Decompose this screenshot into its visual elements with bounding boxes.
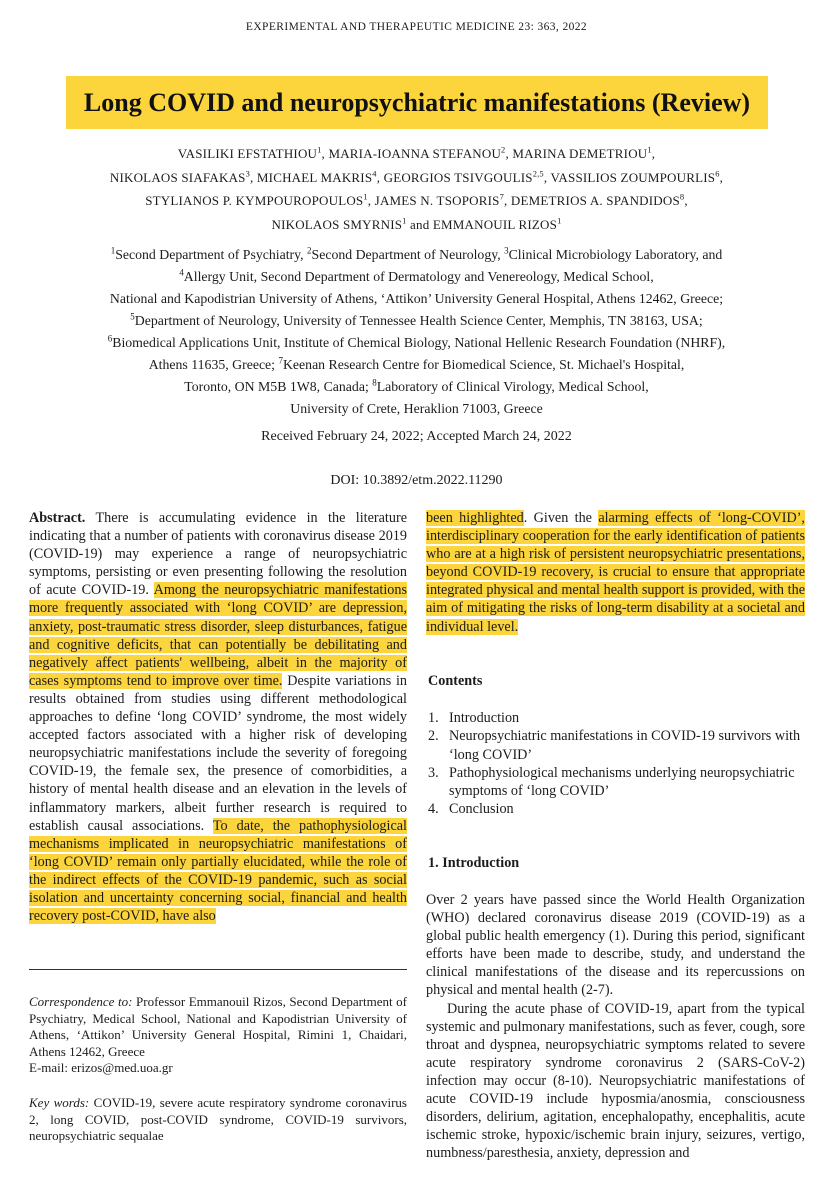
received-accepted-dates: Received February 24, 2022; Accepted March 24, 2022 xyxy=(261,429,572,444)
affiliations xyxy=(0,244,833,420)
footnote-divider xyxy=(29,969,407,970)
keywords: Key words: COVID-19, severe acute respiratory syndrome coronavirus 2, long COVID, post-COVID syndrome, COVID-19 survivors, neuropsychiatric sequalae xyxy=(29,1095,407,1143)
affiliation-line: Toronto, ON M5B 1W8, Canada; $^8$Laboratory of Clinical Virology, Medical School, xyxy=(184,377,649,394)
highlighted-text: alarming effects of ‘long-COVID’, interdisciplinary cooperation for the early identification of patients who are at a high risk of persistent neuropsychiatric presentations, beyond COVID-19 recovery, is crucial to ensure that appropriate integrated physical and mental health support is provided, with the aim of mitigating the risks of long-term disability at a societal and individual level. xyxy=(426,510,805,635)
author-line-2: NIKOLAOS SIAFAKAS$^3$, MICHAEL MAKRIS$^4$, GEORGIOS TSIVGOULIS$^{2,5}$, VASSILIOS ZOUMPOURLIS$^6$, xyxy=(109,168,724,185)
author-line-1: VASILIKI EFSTATHIOU$^1$, MARIA-IOANNA STEFANOU$^2$, MARINA DEMETRIOU$^1$, xyxy=(177,144,656,161)
affiliation-line: National and Kapodistrian University of Athens, ‘Attikon’ University General Hospital, Athens 12462, Greece; xyxy=(109,291,724,306)
highlighted-text: Among the neuropsychiatric manifestations more frequently associated with ‘long COVID’ are depression, anxiety, post-traumatic stress disorder, sleep disturbances, fatigue and cognitive deficits, that can potentially be debilitating and negatively affect patients' wellbeing, albeit in the majority of cases symptoms tend to improve over time. xyxy=(29,582,407,689)
contents-item: 1. Introduction xyxy=(428,710,520,726)
journal-header: EXPERIMENTAL AND THERAPEUTIC MEDICINE 23: 363, 2022 xyxy=(245,21,588,33)
affiliation-line: University of Crete, Heraklion 71003, Greece xyxy=(290,401,543,416)
affiliation-line: $^6$Biomedical Applications Unit, Institute of Chemical Biology, National Hellenic Research Foundation (NHRF), xyxy=(107,333,726,350)
affiliation-line: Athens 11635, Greece; $^7$Keenan Research Centre for Biomedical Science, St. Michael's Hospital, xyxy=(148,355,685,372)
correspondence: Correspondence to: Professor Emmanouil Rizos, Second Department of Psychiatry, Medical School, National and Kapodistrian University of Athens, ‘Attikon’ University General Hospital, Rimini 1, Chaidari, Athens 12462, Greece E-mail: erizos@med.uoa.gr xyxy=(29,994,407,1075)
contents-item: 3. Pathophysiological mechanisms underlying neuropsychiatric symptoms of ‘long COVID’ xyxy=(428,764,795,800)
introduction-body xyxy=(426,891,805,1162)
paragraph: During the acute phase of COVID-19, apart from the typical systemic and pulmonary manifestations, such as fever, cough, sore throat and dyspnea, neuropsychiatric symptoms related to severe acute respiratory syndrome coronavirus 2 (SARS-CoV-2) infection may occur (8-10). Neuropsychiatric manifestations of acute COVID-19 include hyposmia/anosmia, consciousness disorders, delirium, agitation, encephalopathy, encephalitis, acute ischemic stroke, hypoxic/ischemic brain injury, seizures, vertigo, numbness/paresthesia, anxiety, depression and xyxy=(426,1000,805,1162)
affiliation-line: $^5$Department of Neurology, University of Tennessee Health Science Center, Memphis, TN 38163, USA; xyxy=(130,311,703,328)
introduction-heading: 1. Introduction xyxy=(428,855,520,871)
paper-title: Long COVID and neuropsychiatric manifestations (Review) xyxy=(66,76,768,129)
highlighted-text: been highlighted xyxy=(426,510,524,526)
abstract-left-column: Abstract. There is accumulating evidence in the literature indicating that a number of patients with coronavirus disease 2019 (COVID-19) may experience a range of neuropsychiatric symptoms, persisting or even presenting following the resolution of acute COVID-19. Among the neuropsychiatric manifestations more frequently associated with ‘long COVID’ are depression, anxiety, post-traumatic stress disorder, sleep disturbances, fatigue and cognitive deficits, that can potentially be debilitating and negatively affect patients' wellbeing, albeit in the majority of cases symptoms tend to improve over time. Despite variations in results obtained from studies using different methodological approaches to define ‘long COVID’ syndrome, the most widely accepted factors associated with a higher risk of developing neuropsychiatric manifestations include the severity of foregoing COVID-19, the female sex, the presence of comorbidities, a history of mental health disease and an elevation in the levels of inflammatory markers, albeit further research is required to establish causal associations. To date, the pathophysiological mechanisms implicated in neuropsychiatric manifestations of ‘long COVID’ remain only partially elucidated, while the role of the indirect effects of the COVID-19 pandemic, such as social isolation and uncertainty concerning social, financial and health recovery post-COVID, have also xyxy=(29,510,408,925)
author-line-3: STYLIANOS P. KYMPOUROPOULOS$^1$, JAMES N. TSOPORIS$^7$, DEMETRIOS A. SPANDIDOS$^8$, xyxy=(145,191,688,208)
abstract-right-column: been highlighted. Given the alarming effects of ‘long-COVID’, interdisciplinary cooperation for the early identification of patients who are at a high risk of persistent neuropsychiatric presentations, beyond COVID-19 recovery, is crucial to ensure that appropriate integrated physical and mental health support is provided, with the aim of mitigating the risks of long-term disability at a societal and individual level. xyxy=(426,510,805,635)
contents-item: 2. Neuropsychiatric manifestations in COVID-19 survivors with ‘long COVID’ xyxy=(428,728,801,763)
email: E-mail: erizos@med.uoa.gr xyxy=(29,1060,173,1075)
doi: DOI: 10.3892/etm.2022.11290 xyxy=(330,473,503,488)
contents-heading: Contents xyxy=(428,673,483,689)
abstract-label: Abstract. xyxy=(29,510,86,526)
author-line-4: NIKOLAOS SMYRNIS$^1$ and EMMANOUIL RIZOS$^1$ xyxy=(271,215,562,232)
paragraph: Over 2 years have passed since the World Health Organization (WHO) declared coronavirus disease 2019 (COVID-19) as a global public health emergency (1). During this period, significant efforts have been made to describe, study, and understand the clinical manifestations of the disease and its repercussions on physical and mental health (2-7). xyxy=(426,892,805,999)
affiliation-line: $^4$Allergy Unit, Second Department of Dermatology and Venereology, Medical School, xyxy=(179,267,654,284)
contents-list xyxy=(428,709,806,819)
highlighted-text: To date, the pathophysiological mechanisms implicated in neuropsychiatric manifestations of ‘long COVID’ remain only partially elucidated, while the role of the indirect effects of the COVID-19 pandemic, such as social isolation and uncertainty concerning social, financial and health recovery post-COVID, have also xyxy=(29,817,408,925)
author-list xyxy=(0,142,833,236)
affiliation-line: $^1$Second Department of Psychiatry, $^2$Second Department of Neurology, $^3$Clinical Microbiology Laboratory, and xyxy=(110,245,723,262)
contents-item: 4. Conclusion xyxy=(428,801,514,818)
